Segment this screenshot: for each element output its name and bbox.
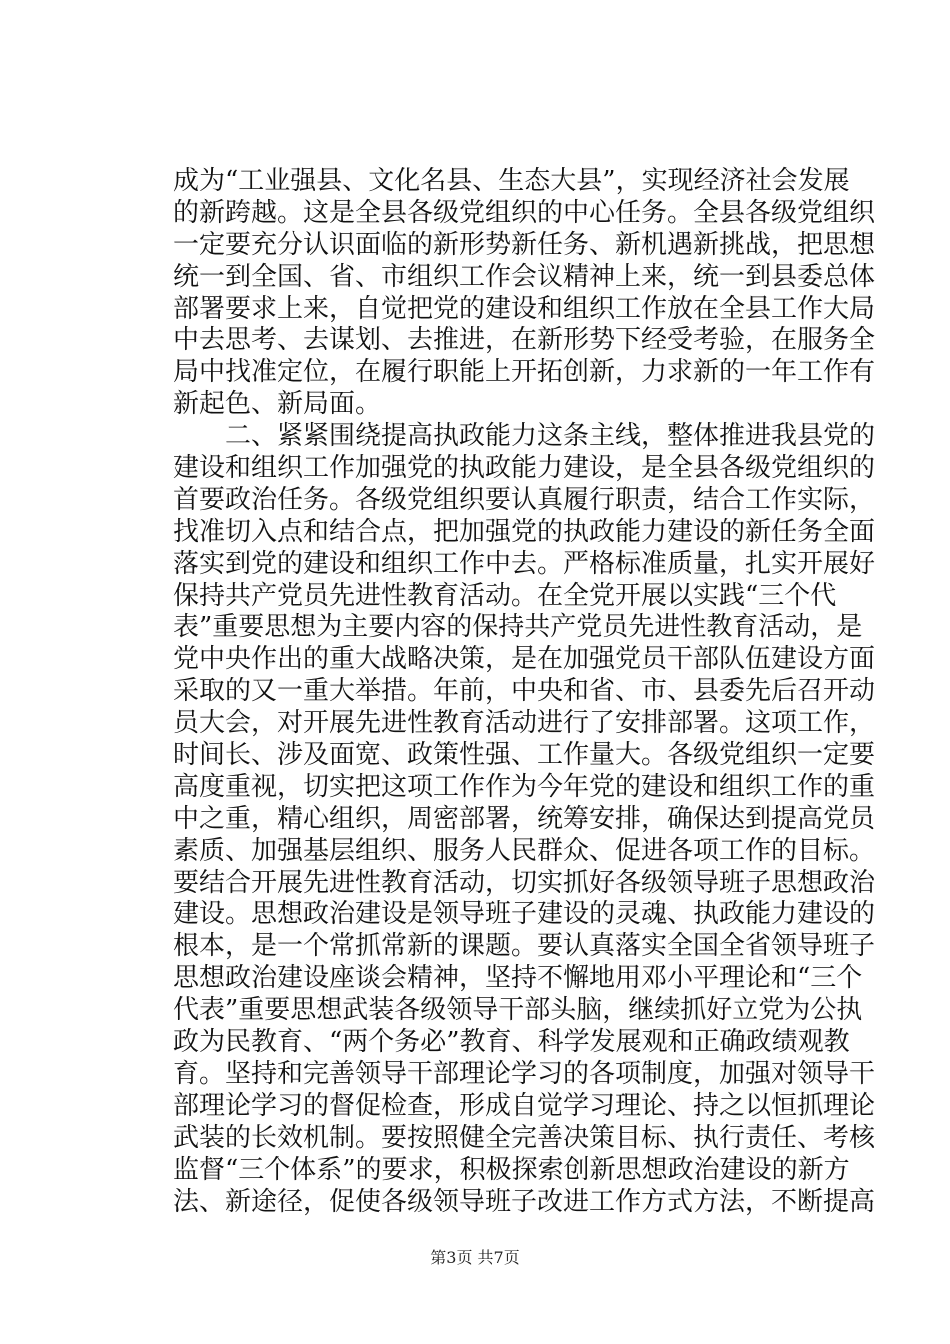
text-line: 根本，是一个常抓常新的课题。要认真落实全国全省领导班子 <box>173 931 876 962</box>
text-line: 局中找准定位，在履行职能上开拓创新，力求新的一年工作有 <box>173 357 876 388</box>
text-line: 要结合开展先进性教育活动，切实抓好各级领导班子思想政治 <box>173 867 876 898</box>
text-line: 武装的长效机制。要按照健全完善决策目标、执行责任、考核 <box>173 1122 876 1153</box>
text-line: 的新跨越。这是全县各级党组织的中心任务。全县各级党组织 <box>173 197 876 228</box>
text-line: 党中央作出的重大战略决策，是在加强党员干部队伍建设方面 <box>173 644 876 675</box>
text-line: 表”重要思想为主要内容的保持共产党员先进性教育活动，是 <box>173 612 863 643</box>
text-line: 员大会，对开展先进性教育活动进行了安排部署。这项工作， <box>173 708 876 739</box>
text-line: 素质、加强基层组织、服务人民群众、促进各项工作的目标。 <box>173 835 876 866</box>
text-line: 代表”重要思想武装各级领导干部头脑，继续抓好立党为公执 <box>173 995 863 1026</box>
text-line: 部署要求上来，自觉把党的建设和组织工作放在全县工作大局 <box>173 293 876 324</box>
text-line: 高度重视，切实把这项工作作为今年党的建设和组织工作的重 <box>173 771 876 802</box>
body-text <box>173 166 876 1218</box>
text-line: 法、新途径，促使各级领导班子改进工作方式方法，不断提高 <box>173 1186 876 1217</box>
text-line: 思想政治建设座谈会精神，坚持不懈地用邓小平理论和“三个 <box>173 963 863 994</box>
text-line: 时间长、涉及面宽、政策性强、工作量大。各级党组织一定要 <box>173 740 876 771</box>
text-line: 建设。思想政治建设是领导班子建设的灵魂、执政能力建设的 <box>173 899 876 930</box>
text-line: 中去思考、去谋划、去推进，在新形势下经受考验，在服务全 <box>173 325 876 356</box>
text-line: 政为民教育、“两个务必”教育、科学发展观和正确政绩观教 <box>173 1027 850 1058</box>
text-line: 找准切入点和结合点，把加强党的执政能力建设的新任务全面 <box>173 516 876 547</box>
text-line: 成为“工业强县、文化名县、生态大县”，实现经济社会发展 <box>173 166 850 196</box>
text-line: 育。坚持和完善领导干部理论学习的各项制度，加强对领导干 <box>173 1058 876 1089</box>
text-line: 采取的又一重大举措。年前，中央和省、市、县委先后召开动 <box>173 676 876 707</box>
text-line: 中之重，精心组织，周密部署，统筹安排，确保达到提高党员 <box>173 803 876 834</box>
page-number-footer: 第3页 共7页 <box>430 1248 520 1267</box>
text-line: 部理论学习的督促检查，形成自觉学习理论、持之以恒抓理论 <box>173 1090 876 1121</box>
text-line: 建设和组织工作加强党的执政能力建设，是全县各级党组织的 <box>173 453 876 484</box>
text-line: 监督“三个体系”的要求，积极探索创新思想政治建设的新方 <box>173 1154 850 1185</box>
text-line: 落实到党的建设和组织工作中去。严格标准质量，扎实开展好 <box>173 548 876 579</box>
text-line: 一定要充分认识面临的新形势新任务、新机遇新挑战，把思想 <box>173 229 876 260</box>
text-line: 新起色、新局面。 <box>173 389 382 420</box>
text-line: 统一到全国、省、市组织工作会议精神上来，统一到县委总体 <box>173 261 876 292</box>
text-line: 保持共产党员先进性教育活动。在全党开展以实践“三个代 <box>173 580 837 611</box>
text-line: 首要政治任务。各级党组织要认真履行职责，结合工作实际， <box>173 484 876 515</box>
text-line: 二、紧紧围绕提高执政能力这条主线，整体推进我县党的 <box>173 421 876 452</box>
